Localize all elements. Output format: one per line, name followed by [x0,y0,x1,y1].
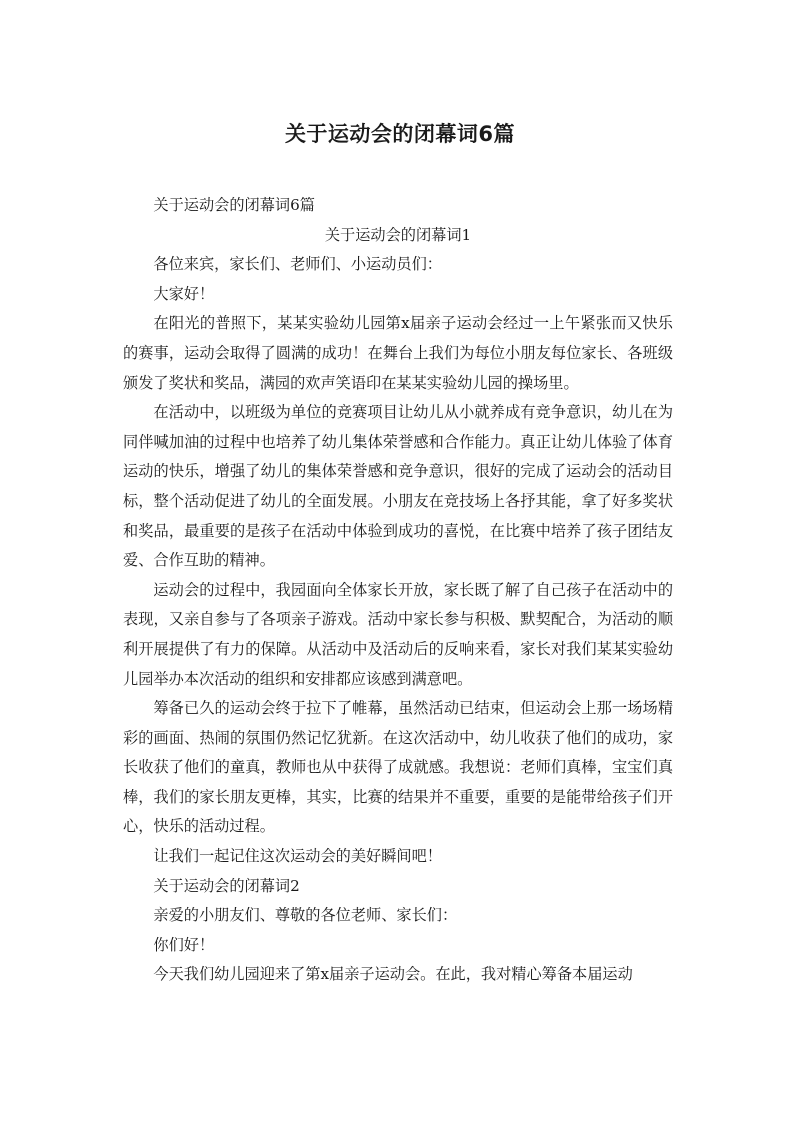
document-title: 关于运动会的闭幕词6篇 [284,122,516,146]
section-heading-2: 关于运动会的闭幕词2 [153,876,300,895]
greeting: 大家好！ [153,284,215,303]
document-body [123,191,673,990]
body-paragraph: 在阳光的普照下，某某实验幼儿园第x届亲子运动会经过一上午紧张而又快乐的赛事，运动会取得了圆满的成功！在舞台上我们为每位小朋友每位家长、各班级颁发了奖状和奖品，满园的欢声笑语印在某某实验幼儿园的操场里。 [123,314,673,392]
body-paragraph: 筹备已久的运动会终于拉下了帷幕，虽然活动已结束，但运动会上那一场场精彩的画面、热闹的氛围仍然记忆犹新。在这次活动中，幼儿收获了他们的成功，家长收获了他们的童真，教师也从中获得了成就感。我想说：老师们真棒，宝宝们真棒，我们的家长朋友更棒，其实，比赛的结果并不重要，重要的是能带给孩子们开心，快乐的活动过程。 [123,699,673,836]
closing-line: 让我们一起记住这次运动会的美好瞬间吧！ [153,847,442,866]
doc-heading-line: 关于运动会的闭幕词6篇 [153,196,315,214]
body-paragraph: 今天我们幼儿园迎来了第x届亲子运动会。在此，我对精心筹备本届运动 [153,965,633,984]
body-paragraph: 运动会的过程中，我园面向全体家长开放，家长既了解了自己孩子在活动中的表现，又亲自参与了各项亲子游戏。活动中家长参与积极、默契配合，为活动的顺利开展提供了有力的保障。从活动中及活动后的反响来看，家长对我们某某实验幼儿园举办本次活动的组织和安排都应该感到满意吧。 [123,580,673,688]
salutation: 亲爱的小朋友们、尊敬的各位老师、家长们： [153,906,458,925]
body-paragraph: 在活动中，以班级为单位的竞赛项目让幼儿从小就养成有竞争意识，幼儿在为同伴喊加油的过程中也培养了幼儿集体荣誉感和合作能力。真正让幼儿体验了体育运动的快乐，增强了幼儿的集体荣誉感和竞争意识，很好的完成了运动会的活动目标，整个活动促进了幼儿的全面发展。小朋友在竞技场上各抒其能，拿了好多奖状和奖品，最重要的是孩子在活动中体验到成功的喜悦，在比赛中培养了孩子团结友爱、合作互助的精神。 [123,403,673,570]
greeting: 你们好！ [153,935,215,954]
section-heading-1: 关于运动会的闭幕词1 [324,225,472,244]
salutation: 各位来宾，家长们、老师们、小运动员们： [153,255,442,274]
